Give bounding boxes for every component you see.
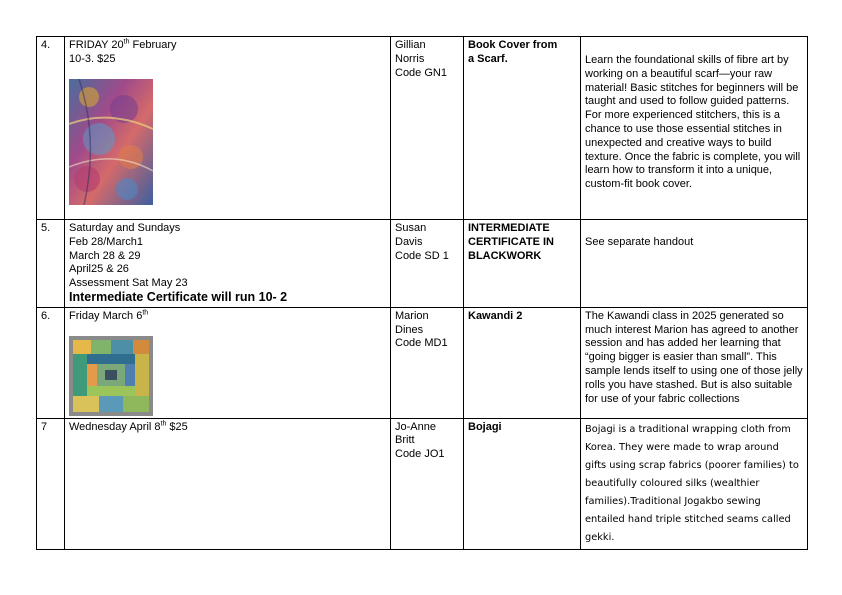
certificate-note: Intermediate Certificate will run 10- 2 xyxy=(69,289,288,304)
table-row xyxy=(37,37,808,220)
class-title-cell: Bojagi xyxy=(464,418,581,549)
tutor-cell: Marion Dines Code MD1 xyxy=(391,307,464,418)
tutor-cell: Jo-Anne Britt Code JO1 xyxy=(391,418,464,549)
row-number: 6. xyxy=(37,307,65,418)
date-cell: Saturday and Sundays Feb 28/March1 March 28 & 29 April25 & 26 Assessment Sat May 23 Intermediate Certificate will run 10- 2 xyxy=(65,220,391,308)
date-cell: FRIDAY 20th February 10-3. $25 xyxy=(65,37,391,220)
row-number: 7 xyxy=(37,418,65,549)
row-number: 4. xyxy=(37,37,65,220)
tutor-cell: Gillian Norris Code GN1 xyxy=(391,37,464,220)
class-title-cell: INTERMEDIATE CERTIFICATE IN BLACKWORK xyxy=(464,220,581,308)
row-number: 5. xyxy=(37,220,65,308)
workshop-schedule-table xyxy=(36,36,808,550)
date-cell: Wednesday April 8th $25 xyxy=(65,418,391,549)
table-row xyxy=(37,418,808,549)
description-cell: The Kawandi class in 2025 generated so much interest Marion has agreed to another session and has added her learning that “going bigger is easier than small”. This sample lends itself to using one of those jelly rolls you have stashed. But is also suitable for use of your fabric collections xyxy=(581,307,808,418)
description-cell: Bojagi is a traditional wrapping cloth from Korea. They were made to wrap around gifts using scrap fabrics (poorer families) to beautifully coloured silks (wealthier families).Traditional Jogakbo sewing entailed hand triple stitched seams called gekki. xyxy=(581,418,808,549)
class-title-cell: Book Cover from a Scarf. xyxy=(464,37,581,220)
kawandi-quilt-photo xyxy=(69,336,153,416)
description-cell: Learn the foundational skills of fibre art by working on a beautiful scarf—your raw material! Basic stitches for beginners will be taught and used to follow guided patterns. For more experienced stitchers, this is a chance to use those essential stitches in unexpected and creative ways to build texture. Once the fabric is complete, you will learn how to transform it into a unique, custom-fit book cover. xyxy=(581,37,808,220)
tutor-cell: Susan Davis Code SD 1 xyxy=(391,220,464,308)
class-title-cell: Kawandi 2 xyxy=(464,307,581,418)
scarf-book-cover-photo xyxy=(69,79,153,205)
date-cell: Friday March 6th xyxy=(65,307,391,418)
table-row xyxy=(37,307,808,418)
table-row xyxy=(37,220,808,308)
description-cell: See separate handout xyxy=(581,220,808,308)
